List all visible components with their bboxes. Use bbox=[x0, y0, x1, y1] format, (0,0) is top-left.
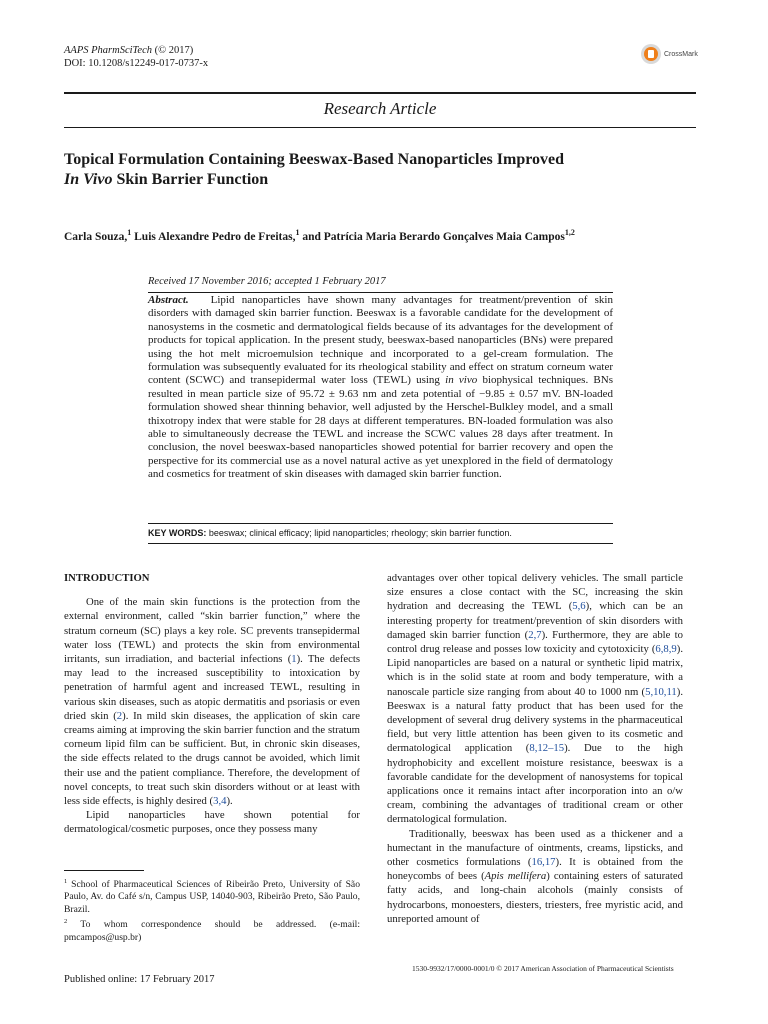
intro-paragraph-3 bbox=[387, 827, 683, 926]
text: Traditionally, beeswax has been used as a thickener and a humectant in the manufacture of ointments, creams, lipsticks, and other cosmetics formulations ( bbox=[387, 827, 683, 869]
authors bbox=[64, 228, 696, 243]
abstract-rule-mid bbox=[148, 523, 613, 524]
keywords-label: KEY WORDS: bbox=[148, 528, 207, 538]
header-rule bbox=[64, 92, 696, 94]
section-heading: INTRODUCTION bbox=[64, 572, 150, 584]
text: ). bbox=[226, 795, 233, 808]
published-date: Published online: 17 February 2017 bbox=[64, 974, 215, 985]
text: ). It is obtained from the honeycombs of bees ( bbox=[387, 856, 683, 883]
doi[interactable]: DOI: 10.1208/s12249-017-0737-x bbox=[64, 58, 209, 69]
citation-link[interactable]: 5,6 bbox=[572, 600, 586, 613]
author-1-affil[interactable]: 1 bbox=[127, 228, 132, 237]
abstract-label: Abstract. bbox=[148, 294, 189, 306]
copyright: 1530-9932/17/0000-0001/0 © 2017 American Association of Pharmaceutical Scientists bbox=[412, 964, 674, 973]
author-3-affil[interactable]: 1,2 bbox=[564, 228, 575, 237]
footnote-mark: 2 bbox=[64, 918, 68, 926]
title-line-1: Topical Formulation Containing Beeswax-Based Nanoparticles Improved bbox=[64, 151, 565, 168]
text: ). In mild skin diseases, the application of skin care creams aiming at improving the skin barrier function and the stratum corneum lipid film can be sufficient. But, in chronic skin diseases, the side effects related to the drugs cannot be avoided, which limit their use and the patient compliance. Therefore, the development of novel concepts, to treat such skin disorders without or at least with less side effects, is highly desired ( bbox=[64, 709, 360, 808]
abstract-italic: in vivo bbox=[445, 374, 478, 387]
abstract-text-1: Lipid nanoparticles have shown many advantages for treatment/prevention of skin disorders with damaged skin barrier function. Beeswax is a favorable candidate for the development of nanosystems in the cosmetic and dermatological fields because of its advantages for the development of products for topical application. In the present study, beeswax-based nanoparticles (BNs) were prepared using the hot melt microemulsion technique and incorporated to a gel-cream formulation. The formulation was subsequently evaluated for its rheological stability and effect on stratum corneum water content (SCWC) and transepidermal water loss (TEWL) using bbox=[148, 294, 613, 387]
text: ). Beeswax is a natural fatty product that has been used for the development of several drug delivery systems in the pharmaceutical field, but very little attention has been given to its cosmetic and dermatological application ( bbox=[387, 685, 683, 755]
abstract-rule-bottom bbox=[148, 543, 613, 544]
keywords bbox=[148, 528, 613, 538]
title-line-2 bbox=[64, 170, 696, 190]
abstract-rule-top bbox=[148, 292, 613, 293]
text: One of the main skin functions is the protection from the external environment, called “skin barrier function,” where the stratum corneum (SC) plays a key role. SC prevents transepidermal water loss (TEWL) and protects the skin from environmental irritants, sun irradiation, and bacterial infections ( bbox=[64, 596, 360, 666]
footnote-2 bbox=[64, 916, 360, 944]
citation-link[interactable]: 5,10,11 bbox=[645, 685, 677, 698]
article-type: Research Article bbox=[323, 99, 437, 118]
intro-paragraph-2-cont bbox=[387, 571, 683, 827]
crossmark-label: CrossMark bbox=[664, 50, 698, 58]
footnote-text: To whom correspondence should be addressed. (e-mail: pmcampos@usp.br) bbox=[64, 919, 360, 943]
title-rest: Skin Barrier Function bbox=[112, 171, 269, 188]
citation-link[interactable]: 2,7 bbox=[528, 628, 542, 641]
footnote-mark: 1 bbox=[64, 878, 68, 885]
left-column bbox=[64, 571, 360, 837]
crossmark-badge[interactable] bbox=[641, 44, 698, 64]
author-3: and Patrícia Maria Berardo Gonçalves Maia Campos bbox=[299, 230, 565, 243]
author-2-affil[interactable]: 1 bbox=[295, 228, 300, 237]
article-title bbox=[64, 150, 696, 190]
text: ). The defects may lead to the increased susceptibility to intoxication by penetration of harmful agent and increased TEWL, resulting in various skin diseases, such as atopic dermatitis and psoriasis or even dried skin ( bbox=[64, 653, 360, 722]
abstract-text-2: biophysical techniques. BNs resulted in mean particle size of 95.72 ± 9.63 nm and zeta potential of −9.85 ± 0.57 mV. BN-loaded formulation showed shear thinning behavior, well adjusted by the Herschel-Bulkley model, and a small thixotropy index that were stable for 28 days at different temperatures. BN-loaded formulation was also able to simultaneously decrease the TEWL and increase the SCWC values 28 days after treatment. In conclusion, the novel beeswax-based nanoparticles showed potential for barrier recovery and open the perspective for its commercial use as a novel natural active as yet unexplored in the field of dermatology and cosmetics for treatment of skin diseases with damaged skin barrier function. bbox=[148, 374, 613, 481]
journal-year: (© 2017) bbox=[151, 45, 194, 56]
crossmark-icon bbox=[641, 44, 661, 64]
citation-link[interactable]: 3,4 bbox=[213, 795, 227, 808]
intro-paragraph-2: Lipid nanoparticles have shown potential for dermatological/cosmetic purposes, once they possess many bbox=[64, 809, 360, 836]
received-dates: Received 17 November 2016; accepted 1 February 2017 bbox=[148, 276, 386, 287]
abstract bbox=[148, 294, 613, 482]
citation-link[interactable]: 2 bbox=[116, 709, 123, 722]
text: ) containing esters of saturated fatty acids, and long-chain alcohols (mainly consists of hydrocarbons, monoesters, diesters, triesters, free myristic acid, and unreported amount of bbox=[387, 870, 683, 925]
footnote-text: School of Pharmaceutical Sciences of Ribeirão Preto, University of São Paulo, Av. do Café s/n, Campus USP, 14040-903, Ribeirão Preto, São Paulo, Brazil. bbox=[64, 879, 360, 915]
header-rule-thin bbox=[64, 127, 696, 128]
citation-link[interactable]: 1 bbox=[291, 653, 297, 666]
text: ). Lipid nanoparticles are based on a natural or synthetic lipid matrix, which is in the solid state at room and body temperature, with a nanoscale particle size ranging from about 40 to 1000 nm ( bbox=[387, 643, 683, 698]
citation-link[interactable]: 16,17 bbox=[531, 856, 556, 869]
citation-link[interactable]: 6,8,9 bbox=[655, 643, 677, 656]
title-italic: In Vivo bbox=[64, 171, 113, 188]
citation-link[interactable]: 8,12–15 bbox=[529, 742, 565, 755]
intro-paragraph-1 bbox=[64, 595, 360, 808]
text: ), which can be an interesting property for treatment/prevention of skin disorders with damaged skin barrier function ( bbox=[387, 600, 683, 641]
journal-header bbox=[64, 44, 208, 70]
text: ). Furthermore, they are able to control drug release and posses low toxicity and cytotoxicity ( bbox=[387, 628, 683, 656]
footnote-rule bbox=[64, 870, 144, 871]
footnote-1 bbox=[64, 876, 360, 916]
keywords-text: beeswax; clinical efficacy; lipid nanoparticles; rheology; skin barrier function. bbox=[206, 528, 512, 538]
right-column bbox=[387, 571, 683, 926]
author-1: Carla Souza, bbox=[64, 230, 128, 243]
footnotes bbox=[64, 876, 360, 944]
journal-name: AAPS PharmSciTech bbox=[64, 45, 152, 56]
species-name: Apis mellifera bbox=[484, 870, 547, 883]
text: advantages over other topical delivery vehicles. The small particle size ensures a close contact with the SC, increasing the skin hydration and decreasing the TEWL ( bbox=[387, 572, 683, 613]
author-2: Luis Alexandre Pedro de Freitas, bbox=[131, 230, 296, 243]
text: ). Due to the high hydrophobicity and excellent moisture resistance, beeswax is a favorable candidate for the development of nanosystems for topical applications once it remains intact after incorporation into an o/w cream, combining the advantages of traditional cream or other dermatological formulation. bbox=[387, 742, 683, 826]
